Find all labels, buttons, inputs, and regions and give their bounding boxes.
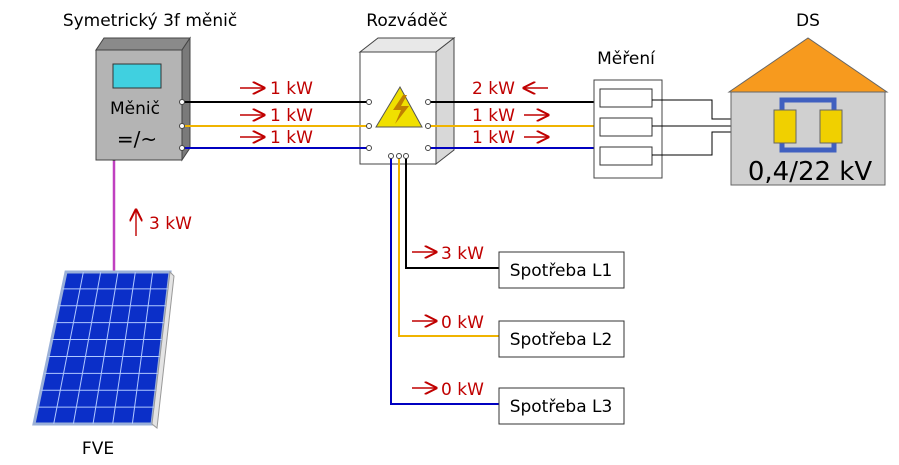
flow-load-l3: 0 kW — [441, 380, 484, 400]
flow-grid-l2: 1 kW — [472, 106, 515, 126]
flow-grid-l1: 2 kW — [472, 79, 515, 99]
metering-title: Měření — [597, 49, 655, 69]
transformer-label: 0,4/22 kV — [747, 157, 873, 187]
flow-inverter-l2: 1 kW — [270, 106, 313, 126]
house-roof — [729, 38, 887, 92]
load-label-l1: Spotřeba L1 — [509, 261, 613, 281]
load-label-l2: Spotřeba L2 — [509, 330, 613, 350]
metering-unit — [594, 80, 662, 178]
flow-grid-l3: 1 kW — [472, 128, 515, 148]
meter-l2 — [600, 118, 652, 136]
phase-l3-load-line — [391, 156, 501, 404]
inverter-label: Měnič — [110, 99, 160, 119]
flow-pv: 3 kW — [149, 214, 192, 234]
pv-panel — [34, 272, 174, 428]
switchboard-title: Rozváděč — [366, 11, 448, 31]
pv-title: FVE — [81, 439, 115, 459]
distribution-title: DS — [796, 11, 820, 31]
flow-load-l2: 0 kW — [441, 313, 484, 333]
inverter — [96, 38, 190, 160]
inverter-title: Symetrický 3f měnič — [62, 11, 238, 31]
flow-inverter-l1: 1 kW — [270, 79, 313, 99]
meter-l1 — [600, 89, 652, 107]
inverter-display — [113, 64, 161, 88]
flow-load-l1: 3 kW — [441, 244, 484, 264]
meter-l3 — [600, 147, 652, 165]
inverter-symbol: =/~ — [116, 127, 158, 151]
load-label-l3: Spotřeba L3 — [509, 397, 613, 417]
flow-inverter-l3: 1 kW — [270, 128, 313, 148]
distribution-house — [729, 38, 887, 187]
